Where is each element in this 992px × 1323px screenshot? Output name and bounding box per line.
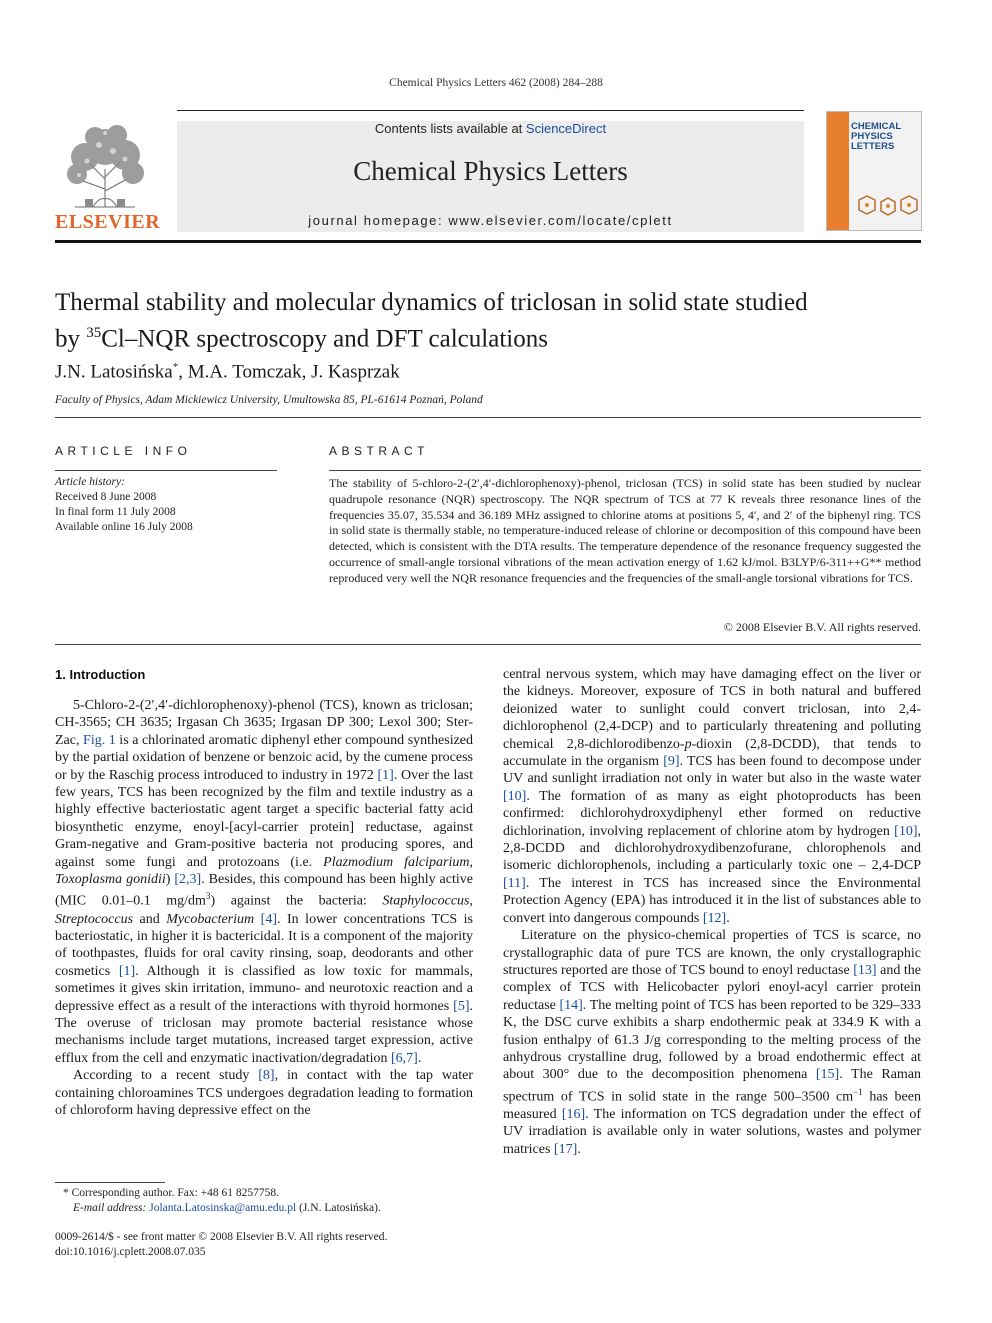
citation-link[interactable]: [4] <box>260 911 277 927</box>
isotope-superscript: 35 <box>86 325 102 341</box>
superscript: 3 <box>205 891 211 902</box>
text-run: , 2,8-DCDD and dichlorohydroxydibenzofurane, chlorophenols and isomeric dichlorophenols, including a particularly toxic one – 2,4-DCP <box>503 823 921 874</box>
text-run: . The interest in TCS has increased since the Environmental Protection Agency (EPA) has introduced it in the list of substances able to convert into dangerous compounds <box>503 875 921 926</box>
text-run: , <box>469 854 473 870</box>
citation-link[interactable]: [1] <box>118 963 136 979</box>
italic-term: Plazmodium falciparium <box>323 854 470 870</box>
cover-title <box>851 122 921 152</box>
citation-link[interactable]: [6,7] <box>391 1050 418 1066</box>
citation-link[interactable]: [13] <box>853 962 877 978</box>
received-date: Received 8 June 2008 <box>55 491 157 503</box>
contents-prefix: Contents lists available at <box>374 121 526 136</box>
online-date: Available online 16 July 2008 <box>55 521 193 533</box>
journal-title: Chemical Physics Letters <box>353 156 628 186</box>
abstract-heading: ABSTRACT <box>329 444 430 458</box>
italic-term: Toxoplasma gonidii <box>55 872 166 888</box>
text-run: . Besides, this compound has been highly active (MIC 0.01–0.1 mg/dm <box>55 872 473 910</box>
affiliation: Faculty of Physics, Adam Mickiewicz University, Umultowska 85, PL-61614 Poznań, Poland <box>55 394 483 406</box>
citation-link[interactable]: [12] <box>702 910 727 926</box>
cover-color-band <box>827 112 849 231</box>
text-run: ) <box>165 872 175 888</box>
title-text: by <box>55 325 87 353</box>
email-link[interactable]: Jolanta.Latosinska@amu.edu.pl <box>149 1202 297 1214</box>
text-run: , in contact with the tap water containing chloroamines TCS undergoes degradation leading to formation of chloroform having depressive effect on the <box>55 1068 473 1118</box>
cover-title-line: CHEMICAL <box>851 121 902 132</box>
author-list <box>55 361 921 383</box>
divider <box>329 470 921 471</box>
journal-homepage[interactable]: journal homepage: www.elsevier.com/locate/cplett <box>308 213 673 228</box>
text-run: , <box>469 894 473 910</box>
italic-term: Streptococcus <box>55 911 134 927</box>
italic-term: Mycobacterium <box>166 911 255 927</box>
text-run: . The information on TCS degradation under the effect of UV irradiation is available only in water solutions, wastes and polymer matrices <box>503 1106 921 1157</box>
citation-link[interactable]: [5] <box>453 998 470 1014</box>
cover-title-line: PHYSICS <box>851 131 893 142</box>
cover-title-line: LETTERS <box>851 141 895 152</box>
text-run: . <box>417 1050 422 1066</box>
citation-link[interactable]: [15] <box>815 1067 840 1083</box>
text-run: . In lower concentrations TCS is bacteriostatic, in higher it is bactericidal. It is a component of the majority of toothpastes, fluids for oral cavity rinsing, soap, deodorants and other cosmetics <box>55 911 474 979</box>
body-paragraph <box>55 1067 473 1119</box>
bottom-metadata <box>55 1230 473 1260</box>
header-rule-bottom <box>55 240 921 243</box>
citation-link[interactable]: [2,3] <box>174 872 202 888</box>
title-text: Cl–NQR spectroscopy and DFT calculations <box>101 325 548 353</box>
body-paragraph <box>55 697 473 1067</box>
body-column-left <box>55 697 473 1119</box>
running-head: Chemical Physics Letters 462 (2008) 284–288 <box>389 77 603 89</box>
divider <box>55 644 921 645</box>
paper-title-line-1: Thermal stability and molecular dynamics of triclosan in solid state studied <box>55 289 808 316</box>
text-run: . TCS has been found to decompose under UV and sunlight irradiation not only in water but also in the waste water <box>503 754 921 787</box>
text-run: -dioxin (2,8-DCDD), that tends to accumulate in the organism <box>503 736 922 770</box>
author-separator: , <box>178 361 188 383</box>
citation-link[interactable]: [8] <box>258 1068 275 1084</box>
footnote <box>55 1186 473 1216</box>
text-run: ) against the bacteria: <box>210 894 383 910</box>
corresponding-author-mark[interactable]: * <box>172 361 179 373</box>
italic-term: p <box>684 736 692 752</box>
text-run: . The melting point of TCS has been reported to be 329–333 K, the DSC curve exhibits a sharp endothermic peak at 334.9 K with a fusion enthalpy of 61.3 J/g corresponding to the melting process of the anhydrous crystalline drug, followed by a broad endothermic effect at about 300° due to the decomposition phenomena <box>503 997 921 1083</box>
doi-line[interactable]: doi:10.1016/j.cplett.2008.07.035 <box>55 1246 206 1258</box>
body-column-right <box>503 666 921 1158</box>
body-paragraph <box>503 666 921 927</box>
text-run: has been measured <box>503 1089 921 1122</box>
text-run: . The formation of as many as eight photoproducts has been confirmed: dichlorohydroxydiphenyl ether formed on reductive dichlorination, involving replacement of chlorine atom by hydrogen <box>503 788 921 839</box>
copyright-notice: © 2008 Elsevier B.V. All rights reserved. <box>723 620 921 634</box>
text-run: Literature on the physico-chemical properties of TCS is scarce, no crystallographic data of pure TCS are known, the only crystallographic structures reported are those of TCS bound to enoyl reductase <box>503 928 921 978</box>
text-run: and the complex of TCS with Helicobacter pylori enoyl-acyl carrier protein reductase <box>503 962 921 1013</box>
author-separator: , <box>301 361 312 383</box>
italic-term: Staphylococcus <box>382 894 470 910</box>
final-form-date: In final form 11 July 2008 <box>55 506 176 518</box>
email-label: E-mail address: <box>73 1202 150 1214</box>
elsevier-wordmark: ELSEVIER <box>55 211 161 233</box>
citation-link[interactable]: [1] <box>377 767 394 783</box>
text-run: and <box>133 911 167 927</box>
text-run: . The Raman spectrum of TCS in solid state in the range 500–3500 cm <box>503 1067 922 1105</box>
author-name[interactable]: J.N. Latosińska <box>55 361 173 383</box>
text-run: . Although it is classified as low toxic for mammals, sometimes it gives skin irritation, immuno- and neurotoxic reaction and a depressive effect as a result of the interactions with thyroid hormones <box>55 963 473 1014</box>
divider <box>55 470 277 471</box>
citation-link[interactable]: [14] <box>559 997 583 1013</box>
text-run: According to a recent study <box>73 1068 259 1084</box>
citation-link[interactable]: [10] <box>894 823 918 839</box>
header-rule-top <box>177 110 804 111</box>
sciencedirect-link[interactable]: ScienceDirect <box>525 121 607 136</box>
text-run: 5-Chloro-2-(2′,4′-dichlorophenoxy)-phenol (TCS), known as triclosan; CH-3565; CH 3635; Irgasan Ch 3635; Irgasan DP 300; Lexol 300; Ster-Zac, <box>55 698 473 748</box>
author-name[interactable]: M.A. Tomczak <box>187 361 302 383</box>
citation-link[interactable]: Fig. 1 <box>83 732 116 748</box>
superscript: −1 <box>853 1086 863 1097</box>
email-suffix: (J.N. Latosińska). <box>296 1202 381 1214</box>
text-run: central nervous system, which may have damaging effect on the liver or the kidneys. Moreover, exposure of TCS in both natural and buffered deionized water to sunlight could convert triclosan, into 2,4-dichlorophenol (2,4-DCP) and to particularly threatening and polluting chemical 2,8-dichlorodibenzo- <box>503 667 921 752</box>
text-run: . The overuse of triclosan may promote bacterial resistance whose mechanisms include target mutations, increased target expression, active efflux from the cell and enzymatic inactivation/degradation <box>55 998 473 1066</box>
corresponding-author-note: * Corresponding author. Fax: +48 61 8257758. <box>63 1187 280 1199</box>
footnote-rule <box>55 1182 165 1183</box>
cover-molecule-art <box>851 192 921 222</box>
history-label: Article history: <box>55 476 125 488</box>
email-line <box>55 1201 473 1216</box>
text-run: is a chlorinated aromatic diphenyl ether compound synthesized by the partial oxidation of benzene or benzoic acid, by the cumene process or by the Raschig process introduced to industry in 1972 <box>55 732 474 783</box>
divider <box>55 417 921 418</box>
citation-link[interactable]: [17] <box>553 1141 578 1157</box>
citation-link[interactable]: [16] <box>561 1106 586 1122</box>
issn-line: 0009-2614/$ - see front matter © 2008 Elsevier B.V. All rights reserved. <box>55 1231 388 1243</box>
citation-link[interactable]: [10] <box>503 788 527 804</box>
text-run: . <box>726 910 730 926</box>
text-run: . <box>577 1141 581 1157</box>
article-history <box>55 475 277 535</box>
journal-cover-thumbnail[interactable] <box>826 111 922 231</box>
author-name[interactable]: J. Kasprzak <box>311 361 400 383</box>
citation-link[interactable]: [11] <box>503 875 526 891</box>
section-heading: 1. Introduction <box>55 667 146 682</box>
contents-line <box>177 121 804 136</box>
abstract-text: The stability of 5-chloro-2-(2′,4′-dichlorophenoxy)-phenol, triclosan (TCS) in solid state has been studied by nuclear quadrupole resonance (NQR) spectroscopy. The NQR spectrum of TCS at 77 K reveals three resonance lines of the frequencies 35.07, 35.534 and 36.189 MHz assigned to chlorine atoms at positions 5, 4′, and 2′ of the biphenyl ring. TCS in solid state is thermally stable, no temperature-induced release of chlorine or decomposition of this compound have been detected, which is consistent with the DTA results. The temperature dependence of the resonance frequency suggested the occurrence of small-angle torsional vibrations of the mean activation energy of 1.62 kJ/mol. B3LYP/6-311++G** method reproduced very well the NQR resonance frequencies and the frequencies of the small-angle torsional vibrations for TCS. <box>329 476 921 585</box>
paper-title <box>55 288 921 354</box>
paper-title-line-2 <box>55 318 921 354</box>
text-run: . Over the last few years, TCS has been recognized by the film and textile industry as a highly effective bacteriostatic agent target a specific bacterial fatty acid biosynthetic enzyme, enoyl-[acyl-carrier protein] reductase, against Gram-negative and Gram-positive bacteria not producing spores, and against some fungi and protozoans (i.e. <box>55 767 473 870</box>
article-info-heading: ARTICLE INFO <box>55 444 192 458</box>
citation-link[interactable]: [9] <box>663 754 680 770</box>
body-paragraph <box>503 927 921 1158</box>
